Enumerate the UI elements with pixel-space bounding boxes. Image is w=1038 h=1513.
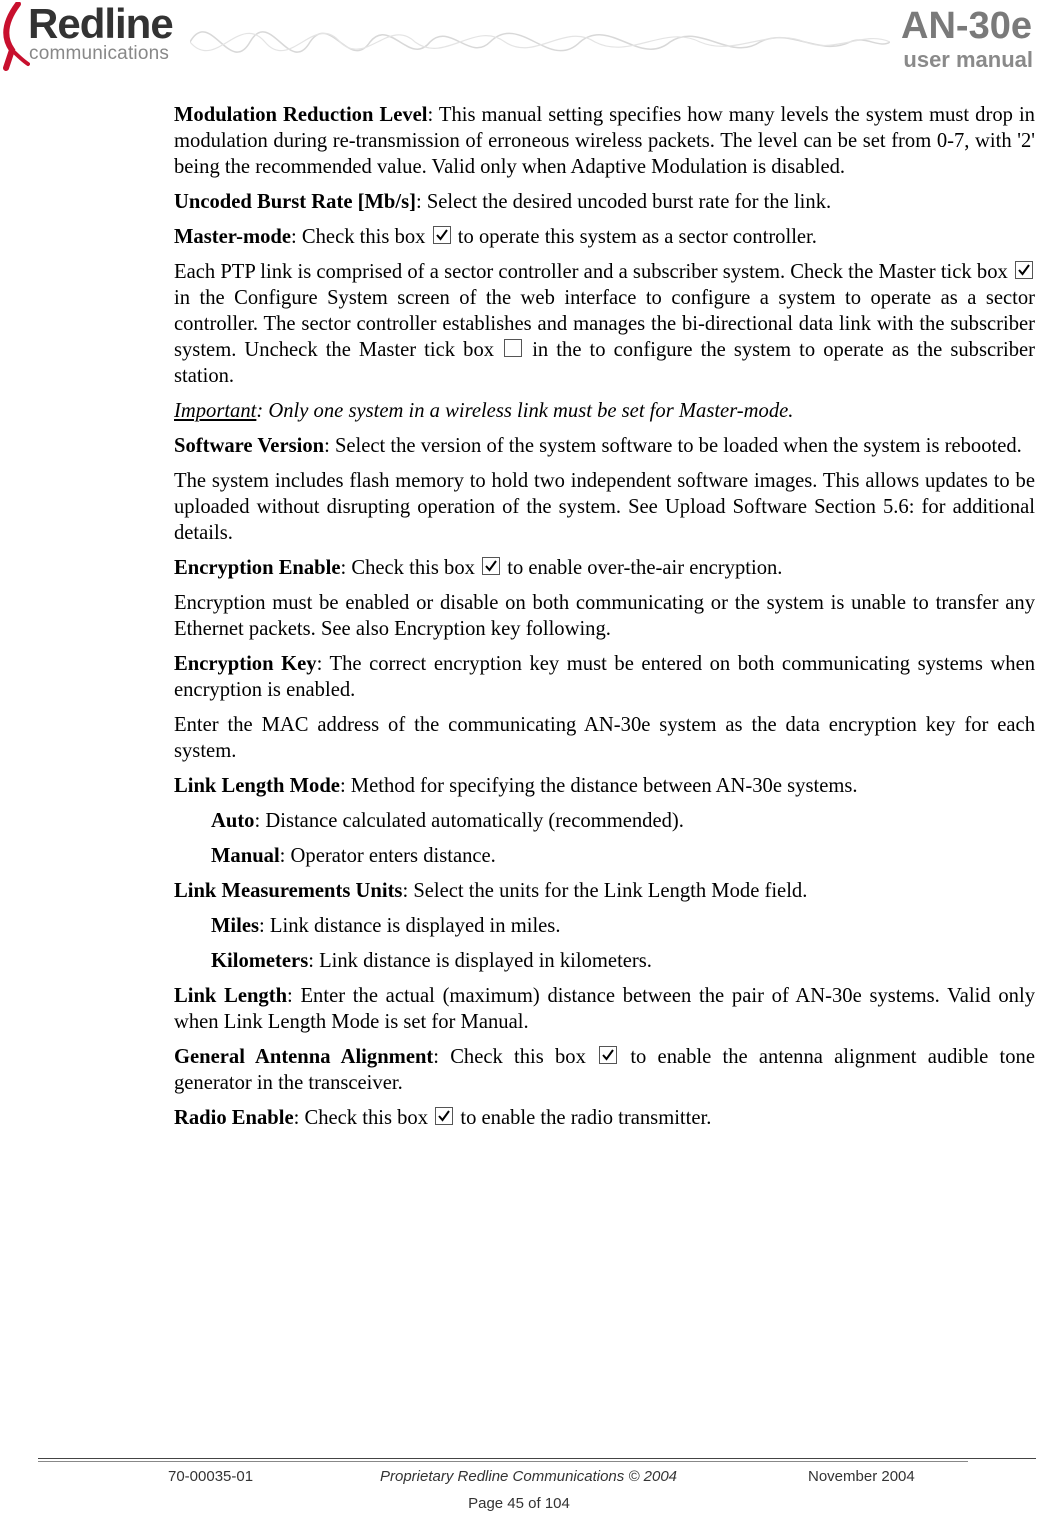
text: in the to configure the system to operate as the subscriber station.	[174, 339, 1035, 387]
paragraph-miles	[174, 913, 1035, 939]
paragraph-manual	[174, 843, 1035, 869]
term: Modulation Reduction Level	[174, 104, 428, 126]
brand-name: Redline	[28, 0, 173, 47]
description: : Select the version of the system software to be loaded when the system is rebooted.	[324, 435, 1022, 457]
description: : Link distance is displayed in kilometers.	[308, 950, 652, 972]
paragraph-flash-memory	[174, 468, 1035, 546]
term: Radio Enable	[174, 1107, 294, 1129]
paragraph-general-antenna-alignment	[174, 1044, 1035, 1096]
description: : Link distance is displayed in miles.	[259, 915, 561, 937]
paragraph-auto	[174, 808, 1035, 834]
brand-subtitle: communications	[29, 43, 170, 64]
text: Enter the MAC address of the communicating AN-30e system as the data encryption key for each system.	[174, 714, 1035, 762]
term: Auto	[211, 810, 255, 832]
term: Link Length	[174, 985, 288, 1007]
text: Each PTP link is comprised of a sector controller and a subscriber system. Check the Master tick box	[174, 261, 1008, 283]
description: : Select the desired uncoded burst rate for the link.	[415, 191, 832, 213]
publication-date: November 2004	[808, 1468, 915, 1485]
description: : Check this box	[291, 226, 426, 248]
term: Software Version	[174, 435, 325, 457]
description: : Enter the actual (maximum) distance between the pair of AN-30e systems. Valid only when Link Length Mode is set for Manual.	[174, 985, 1035, 1033]
checked-checkbox-icon	[482, 557, 500, 575]
paragraph-link-length	[174, 983, 1035, 1035]
description-cont: to operate this system as a sector controller.	[457, 226, 817, 248]
paragraph-software-version	[174, 433, 1035, 459]
paragraph-encryption-key	[174, 651, 1035, 703]
text: in the Configure System screen of the web interface to configure a system to operate as a sector controller. The sector controller establishes and manages the bi-directional data link with the subscriber system. Uncheck the Master tick box	[174, 287, 1035, 361]
term: Encryption Key	[174, 653, 317, 675]
checked-checkbox-icon	[1015, 261, 1033, 279]
important-label: Important	[174, 400, 257, 422]
manual-subtitle: user manual	[903, 47, 1033, 72]
description: : Select the units for the Link Length Mode field.	[402, 880, 808, 902]
paragraph-link-measurement-units	[174, 878, 1035, 904]
text: The system includes flash memory to hold two independent software images. This allows updates to be uploaded without disrupting operation of the system. See Upload Software Section 5.6: for additional details.	[174, 470, 1035, 544]
footer-divider	[38, 1458, 1036, 1459]
paragraph-uncoded-burst-rate	[174, 189, 1035, 215]
description: : Operator enters distance.	[279, 845, 496, 867]
page-number: Page 45 of 104	[468, 1495, 570, 1512]
paragraph-mac-address	[174, 712, 1035, 764]
description: : Check this box	[340, 557, 475, 579]
description: : The correct encryption key must be entered on both communicating systems when encryption is enabled.	[174, 653, 1036, 701]
page-header	[0, 0, 1038, 86]
paragraph-ptp-link	[174, 259, 1035, 389]
description-cont: to enable the radio transmitter.	[460, 1107, 712, 1129]
document-number: 70-00035-01	[168, 1468, 254, 1485]
paragraph-important-note	[174, 398, 1035, 424]
paragraph-modulation-reduction-level	[174, 102, 1035, 180]
text: Encryption must be enabled or disable on both communicating or the system is unable to transfer any Ethernet packets. See also Encryption key following.	[174, 592, 1035, 640]
redline-logo-icon	[0, 2, 30, 74]
paragraph-encryption-must	[174, 590, 1035, 642]
term: General Antenna Alignment	[174, 1046, 434, 1068]
description-cont: to enable over-the-air encryption.	[507, 557, 783, 579]
description: : Distance calculated automatically (recommended).	[254, 810, 684, 832]
proprietary-notice: Proprietary Redline Communications © 2004	[380, 1468, 678, 1485]
term: Manual	[211, 845, 280, 867]
footer-divider-secondary	[38, 1461, 968, 1462]
product-title: AN-30e	[901, 5, 1032, 47]
term: Kilometers	[211, 950, 309, 972]
description: : This manual setting specifies how many levels the system must drop in modulation during re-transmission of erroneous wireless packets. The level can be set from 0-7, with '2' being the recommended value. Valid only when Adaptive Modulation is disabled.	[174, 104, 1035, 178]
paragraph-encryption-enable	[174, 555, 1035, 581]
checked-checkbox-icon	[599, 1046, 617, 1064]
checked-checkbox-icon	[433, 226, 451, 244]
term: Uncoded Burst Rate [Mb/s]	[174, 191, 416, 213]
term: Encryption Enable	[174, 557, 341, 579]
description: : Check this box	[433, 1046, 586, 1068]
wave-graphic	[190, 2, 890, 82]
term: Miles	[211, 915, 260, 937]
important-text: : Only one system in a wireless link must be set for Master-mode.	[256, 400, 794, 422]
description: : Check this box	[293, 1107, 429, 1129]
paragraph-kilometers	[174, 948, 1035, 974]
term: Link Measurements Units	[174, 880, 403, 902]
document-body	[174, 102, 1035, 1140]
checked-checkbox-icon	[435, 1107, 453, 1125]
paragraph-radio-enable	[174, 1105, 1035, 1131]
term: Master-mode	[174, 226, 292, 248]
term: Link Length Mode	[174, 775, 340, 797]
paragraph-link-length-mode	[174, 773, 1035, 799]
unchecked-checkbox-icon	[504, 339, 522, 357]
description: : Method for specifying the distance between AN-30e systems.	[339, 775, 858, 797]
paragraph-master-mode	[174, 224, 1035, 250]
description-cont: to enable the antenna alignment audible tone generator in the transceiver.	[174, 1046, 1035, 1094]
